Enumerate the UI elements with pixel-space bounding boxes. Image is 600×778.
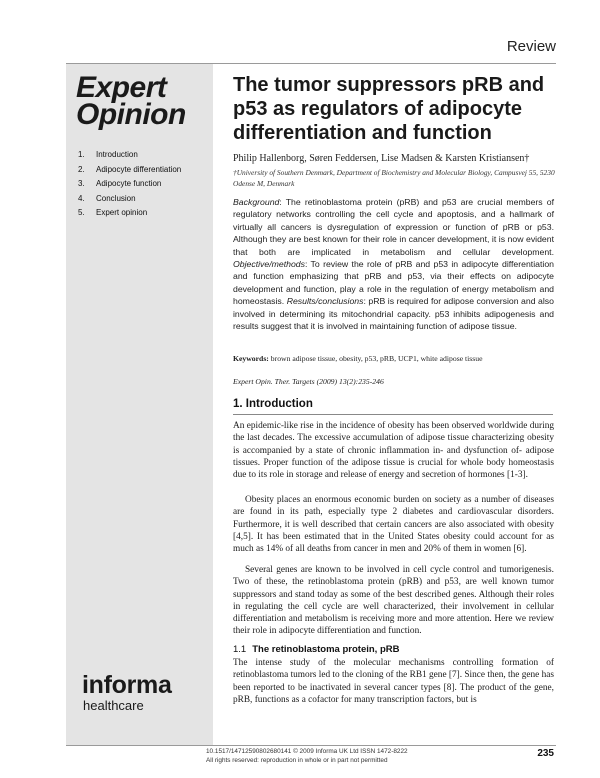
- toc-item-adipocyte-differentiation[interactable]: 2. Adipocyte differentiation: [78, 165, 181, 180]
- abstract-results: : pRB is required for adipose conversion and also involved in determining its mitochondrial capacity. p53 inhibits adipogenesis and results suggest that it is involved in maintaining function of adipose tissue.: [233, 296, 554, 332]
- author-affiliation: †University of Southern Denmark, Department of Biochemistry and Molecular Biology, Campusvej 55, 5230 Odense M, Denmark: [233, 168, 555, 188]
- body-paragraph: An epidemic-like rise in the incidence of obesity has been observed worldwide during the last decades. The excessive accumulation of adipose tissue characterizing obesity is accompanied by a state of chronic inflammation in- and dysfunction of- adipose tissues. Proper function of the adipose tissue is crucial for whole body homeostasis due to its role in storage and release of energy and secretion of hormones [1-3].: [233, 421, 554, 481]
- abstract-results-label: Results/conclusions: [286, 296, 364, 307]
- subsection-heading: [233, 644, 399, 655]
- author-list: Philip Hallenborg, Søren Feddersen, Lise Madsen & Karsten Kristiansen†: [233, 153, 530, 164]
- toc-item-label: Adipocyte function: [96, 179, 162, 188]
- body-paragraph: Several genes are known to be involved in cell cycle control and tumorigenesis. Two of these, the retinoblastoma protein (pRB) and p53, are well known tumor suppressors and stand today as some of the best described genes. Although their roles in regulating the cell cycle are well characterized, their involvement in cellular differentiation and metabolism is receiving more and more attention. Here we review their role in adipocyte differentiation and function.: [233, 565, 554, 637]
- publisher-subtitle: healthcare: [83, 698, 144, 713]
- section-heading-introduction: 1. Introduction: [233, 398, 313, 410]
- page-number: 235: [537, 748, 554, 759]
- toc-item-conclusion[interactable]: 4. Conclusion: [78, 194, 181, 209]
- article-title: The tumor suppressors pRB and p53 as regulators of adipocyte differentiation and function: [233, 74, 545, 144]
- toc-item-adipocyte-function[interactable]: 3. Adipocyte function: [78, 179, 181, 194]
- body-paragraph: The intense study of the molecular mechanisms controlling formation of retinoblastoma tumors led to the cloning of the RB1 gene [7]. Since then, the gene has been reported to be inactivated in several cancer types [8]. The product of the gene, pRB, functions as a cofactor for many transcription factors, but is: [233, 658, 554, 705]
- citation: Expert Opin. Ther. Targets (2009) 13(2):235-246: [233, 377, 384, 386]
- keywords-list: brown adipose tissue, obesity, p53, pRB, UCP1, white adipose tissue: [268, 354, 483, 363]
- section-label: Review: [506, 38, 556, 55]
- abstract-background-label: Background: [233, 197, 280, 207]
- abstract-objective: : To review the role of pRB and p53 in adipocyte differentiation and function emphasizing that pRB and p53, via their effects on adipocyte development and function, play a role in the regulation of energy metabolism and homeostasis.: [233, 259, 554, 307]
- toc-item-label: Expert opinion: [96, 208, 148, 217]
- brand-line-2: Opinion: [76, 98, 186, 131]
- section-rule: [233, 414, 553, 415]
- abstract: [233, 196, 554, 332]
- publisher-logo: informa: [82, 671, 172, 699]
- keywords-label: Keywords:: [233, 354, 269, 363]
- abstract-background: : The retinoblastoma protein (pRB) and p53 are crucial members of regulatory networks controlling the cell cycle and apoptosis, and a hallmark of virtually all cancers is dysregulation of expression or function of pRB or p53. Although they are best known for their role in cancer development, it is now evident that both are implicated in metabolism and cellular development.: [233, 197, 554, 257]
- keywords: [233, 354, 483, 363]
- toc-item-expert-opinion[interactable]: 5. Expert opinion: [78, 208, 181, 223]
- toc-item-label: Introduction: [96, 150, 138, 159]
- toc-item-introduction[interactable]: 1. Introduction: [78, 150, 181, 165]
- journal-brand: [76, 71, 186, 131]
- toc-item-label: Conclusion: [96, 193, 136, 203]
- subsection-title: The retinoblastoma protein, pRB: [252, 644, 400, 655]
- footer-text: [206, 748, 408, 765]
- footer-doi: 10.1517/14712590802680141 © 2009 Informa UK Ltd ISSN 1472-8222: [206, 748, 408, 755]
- subsection-number: 1.1: [233, 644, 247, 655]
- toc-item-label: Adipocyte differentiation: [96, 164, 182, 174]
- table-of-contents: [78, 150, 181, 223]
- brand-line-1: Expert: [76, 71, 167, 104]
- footer-rights: All rights reserved: reproduction in whole or in part not permitted: [206, 756, 388, 764]
- body-paragraph: Obesity places an enormous economic burden on society as a number of diseases are found in its path, especially type 2 diabetes and cardiovascular disorders. Furthermore, it is well described that certain cancers are also associated with obesity [4,5]. It has been estimated that in the United States obesity could account for as much as 14% of all deaths from cancer in men and 20% of them in women [6].: [233, 495, 554, 555]
- abstract-objective-label: Objective/methods: [233, 259, 305, 270]
- footer-rule: [66, 745, 556, 746]
